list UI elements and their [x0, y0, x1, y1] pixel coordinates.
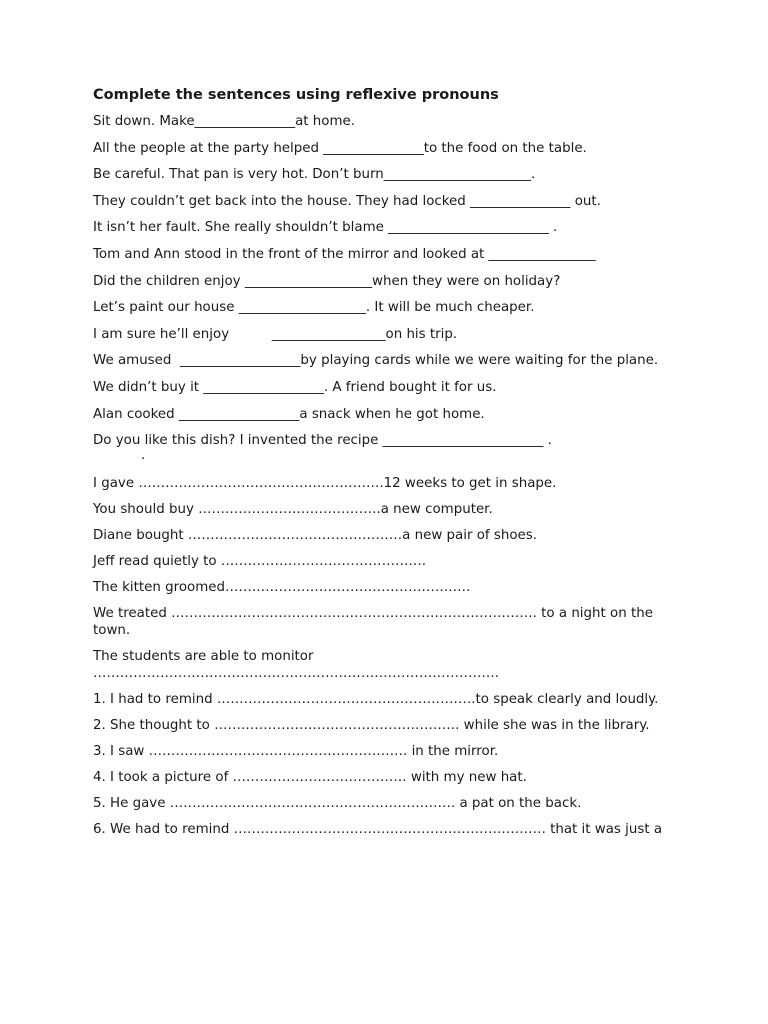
sentence: They couldn’t get back into the house. They had locked _______________ out.	[93, 193, 601, 209]
sentence: Did the children enjoy ___________________when they were on holiday?	[93, 273, 561, 289]
stray-dot: .	[141, 448, 146, 464]
sentence: I am sure he’ll enjoy _________________on his trip.	[93, 326, 458, 342]
sentence: The students are able to monitor ……………………………………………………………………………….	[93, 649, 499, 682]
numbered-sentence: 6. We had to remind ……………………………………………………………. that it was just a	[93, 822, 663, 838]
numbered-sentence: 4. I took a picture of ………………………………… with my new hat.	[93, 770, 527, 786]
worksheet	[93, 86, 673, 847]
sentence: Alan cooked __________________a snack when he got home.	[93, 406, 485, 422]
sentence: Be careful. That pan is very hot. Don’t burn______________________.	[93, 167, 536, 183]
sentence: Tom and Ann stood in the front of the mirror and looked at ________________	[93, 246, 596, 262]
sentence: The kitten groomed……………………………………………….	[93, 580, 471, 596]
numbered-sentence: 1. I had to remind ………………………………………………….to speak clearly and loudly.	[93, 692, 659, 708]
sentence: Sit down. Make_______________at home.	[93, 114, 356, 129]
sentence: I gave ……………………………………………….12 weeks to get in shape.	[93, 476, 557, 492]
sentence: All the people at the party helped _______________to the food on the table.	[93, 140, 587, 156]
sentence: Jeff read quietly to ……………………………………….	[93, 554, 426, 570]
numbered-sentence: 2. She thought to ………………………………………………. while she was in the library.	[93, 718, 650, 734]
numbered-sentence: 5. He gave ………………………………………………………. a pat on the back.	[93, 796, 582, 812]
worksheet-title: Complete the sentences using reflexive pronouns	[93, 87, 499, 103]
numbered-sentence: 3. I saw …………………………………………………. in the mirror.	[93, 744, 499, 760]
sentence: You should buy …………………………………..a new computer.	[93, 502, 493, 518]
sentence: It isn’t her fault. She really shouldn’t blame ________________________ .	[93, 220, 558, 236]
sentence: We treated ………………………………………………………………………. to a night on the town.	[93, 606, 658, 639]
sentence: We amused __________________by playing cards while we were waiting for the plane.	[93, 353, 659, 369]
sentence: Let’s paint our house ___________________. It will be much cheaper.	[93, 300, 535, 316]
sentence: Diane bought …………………………………………a new pair of shoes.	[93, 528, 538, 544]
sentence: Do you like this dish? I invented the recipe ________________________ .	[93, 433, 552, 449]
sentence: We didn’t buy it __________________. A friend bought it for us.	[93, 379, 497, 395]
